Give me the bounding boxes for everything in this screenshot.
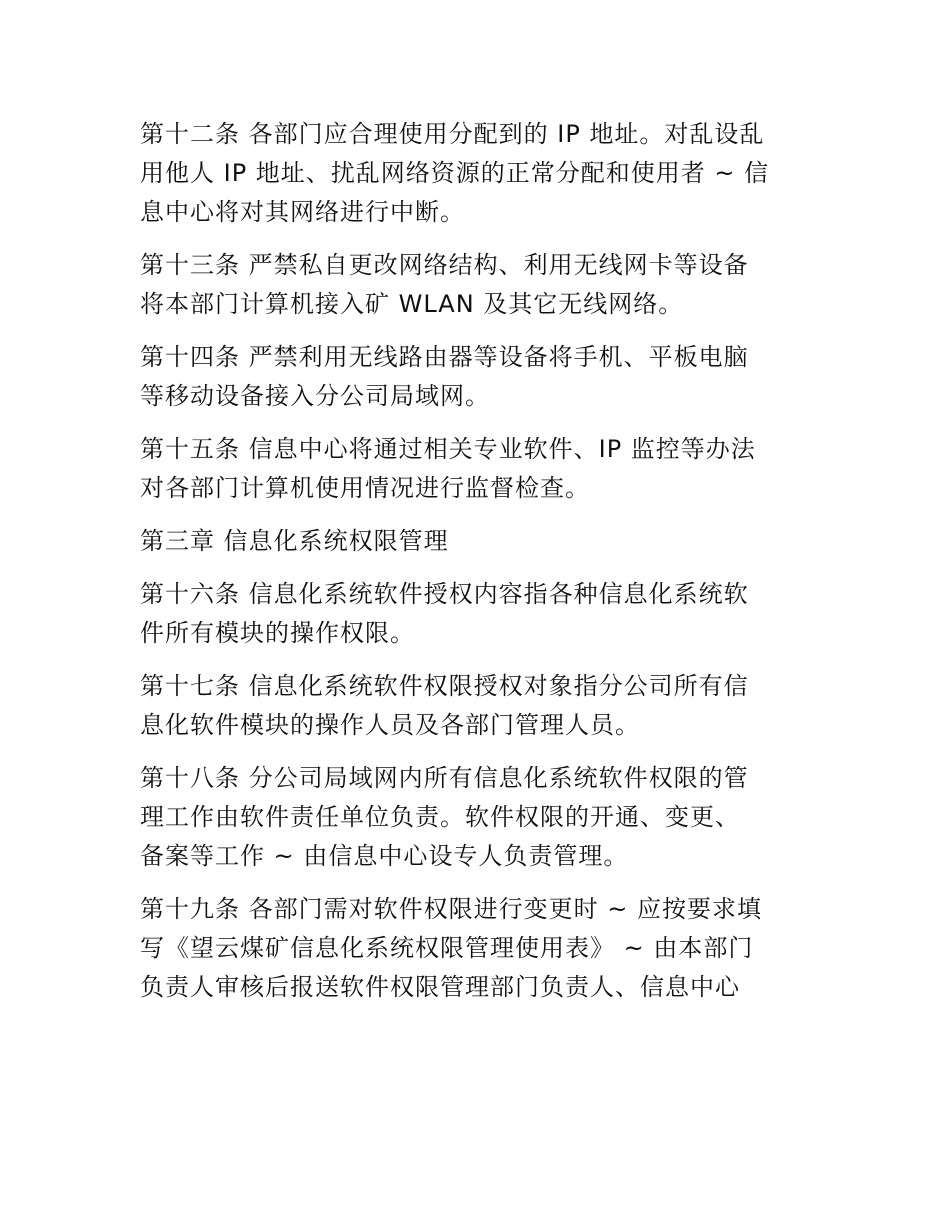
text-line: 第十七条 信息化系统软件权限授权对象指分公司所有信 <box>140 672 749 700</box>
article-17 <box>140 667 812 745</box>
text-line: 第十六条 信息化系统软件授权内容指各种信息化系统软 <box>140 580 749 608</box>
text-line: 理工作由软件责任单位负责。软件权限的开通、变更、 <box>140 803 740 831</box>
text-line: 等移动设备接入分公司局域网。 <box>140 382 490 410</box>
document-body <box>140 115 812 1021</box>
text-line: 第十五条 信息中心将通过相关专业软件、IP 监控等办法 <box>140 435 756 463</box>
chapter-title: 第三章 信息化系统权限管理 <box>140 527 449 555</box>
text-line: 备案等工作 ~ 由信息中心设专人负责管理。 <box>140 842 629 870</box>
text-line: 负责人审核后报送软件权限管理部门负责人、信息中心 <box>140 973 740 1001</box>
article-16 <box>140 575 812 653</box>
text-line: 第十八条 分公司局域网内所有信息化系统软件权限的管 <box>140 764 749 792</box>
article-18 <box>140 759 812 876</box>
text-line: 写《望云煤矿信息化系统权限管理使用表》 ~ 由本部门 <box>140 934 754 962</box>
article-14 <box>140 338 812 416</box>
article-13 <box>140 246 812 324</box>
text-line: 第十三条 严禁私自更改网络结构、利用无线网卡等设备 <box>140 251 749 279</box>
article-15 <box>140 430 812 508</box>
text-line: 第十四条 严禁利用无线路由器等设备将手机、平板电脑 <box>140 343 749 371</box>
text-line: 对各部门计算机使用情况进行监督检查。 <box>140 474 590 502</box>
text-line: 息中心将对其网络进行中断。 <box>140 198 465 226</box>
article-19 <box>140 890 812 1007</box>
text-line: 息化软件模块的操作人员及各部门管理人员。 <box>140 711 640 739</box>
text-line: 将本部门计算机接入矿 WLAN 及其它无线网络。 <box>140 290 684 318</box>
text-line: 用他人 IP 地址、扰乱网络资源的正常分配和使用者 ~ 信 <box>140 159 770 187</box>
article-12 <box>140 115 812 232</box>
text-line: 第十九条 各部门需对软件权限进行变更时 ~ 应按要求填 <box>140 895 762 923</box>
text-line: 件所有模块的操作权限。 <box>140 619 415 647</box>
text-line: 第十二条 各部门应合理使用分配到的 IP 地址。对乱设乱 <box>140 120 765 148</box>
chapter-3-heading <box>140 522 812 561</box>
